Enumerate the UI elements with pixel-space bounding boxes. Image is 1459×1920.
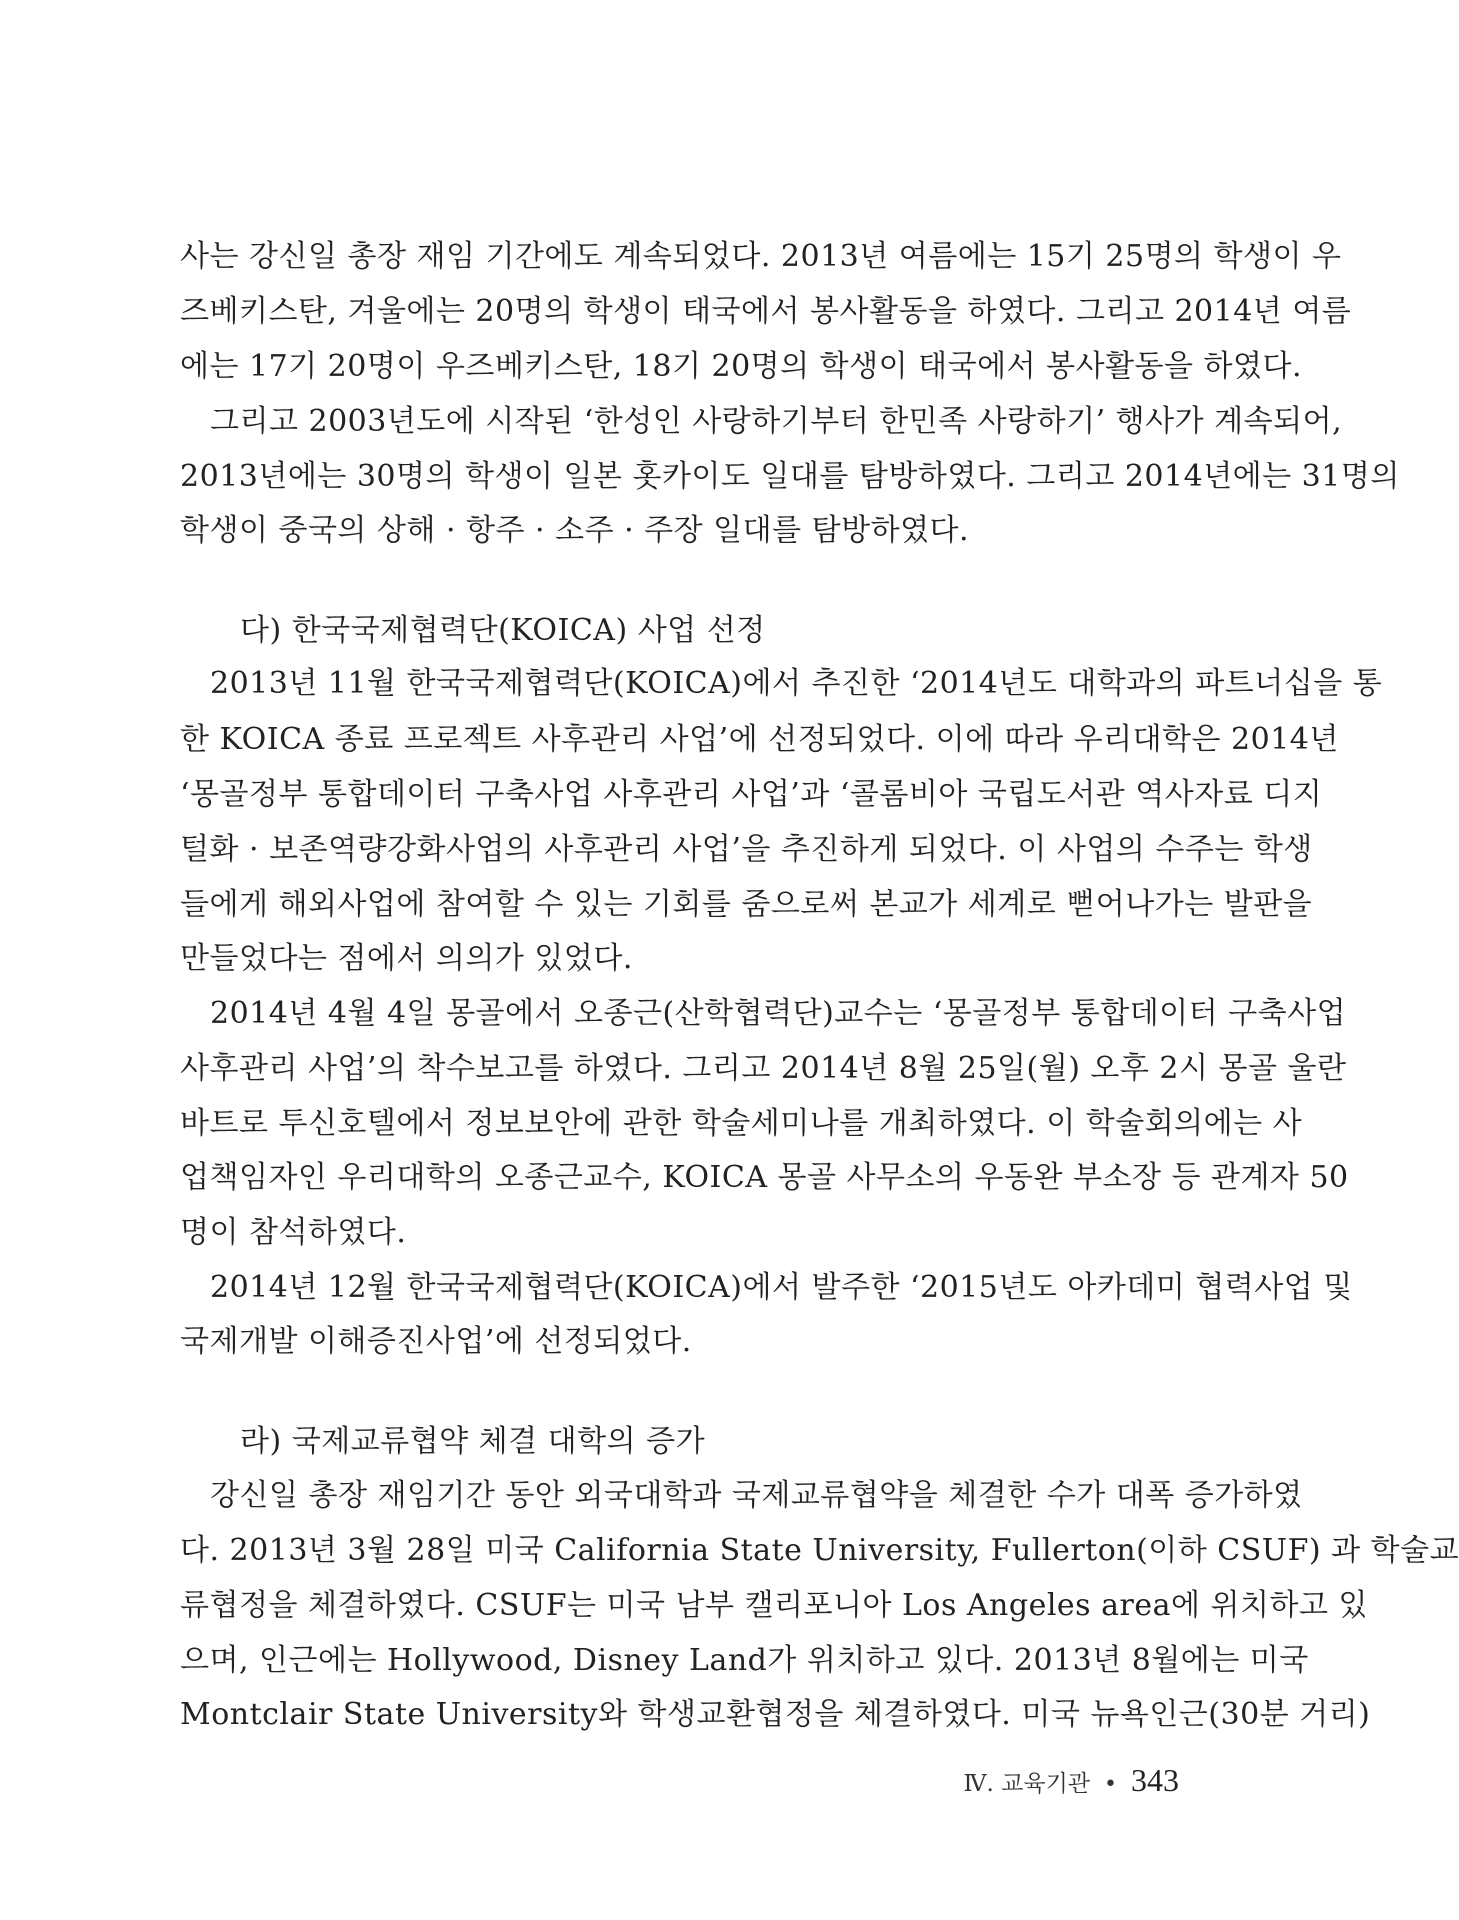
body-line: 2013년에는 30명의 학생이 일본 홋카이도 일대를 탐방하였다. 그리고 2014년에는 31명의 [180,459,1400,494]
body-line: 사후관리 사업’의 착수보고를 하였다. 그리고 2014년 8월 25일(월) 오후 2시 몽골 울란 [180,1051,1347,1086]
body-line: 업책임자인 우리대학의 오종근교수, KOICA 몽골 사무소의 우동완 부소장 등 관계자 50 [180,1160,1349,1195]
body-line: 명이 참석하였다. [180,1215,407,1250]
body-line: 국제개발 이해증진사업’에 선정되었다. [180,1324,692,1359]
footer-section-title: Ⅳ. 교육기관 [963,1771,1091,1797]
body-line: 2014년 4월 4일 몽골에서 오종근(산학협력단)교수는 ‘몽골정부 통합데이터 구축사업 [210,996,1347,1031]
body-line: 으며, 인근에는 Hollywood, Disney Land가 위치하고 있다. 2013년 8월에는 미국 [180,1643,1309,1678]
body-line: 한 KOICA 종료 프로젝트 사후관리 사업’에 선정되었다. 이에 따라 우리대학은 2014년 [180,722,1339,757]
body-line: 만들었다는 점에서 의의가 있었다. [180,941,633,976]
footer-bullet-icon: • [1104,1772,1117,1797]
body-line: 들에게 해외사업에 참여할 수 있는 기회를 줌으로써 본교가 세계로 뻗어나가는 발판을 [180,887,1313,922]
body-line: 2013년 11월 한국국제협력단(KOICA)에서 추진한 ‘2014년도 대학과의 파트너십을 통 [210,666,1383,701]
body-line: 다. 2013년 3월 28일 미국 California State University, Fullerton(이하 CSUF) 과 학술교 [180,1533,1459,1568]
body-line: 즈베키스탄, 겨울에는 20명의 학생이 태국에서 봉사활동을 하였다. 그리고 2014년 여름 [180,294,1352,329]
body-line: 그리고 2003년도에 시작된 ‘한성인 사랑하기부터 한민족 사랑하기’ 행사가 계속되어, [210,404,1343,439]
body-line: 강신일 총장 재임기간 동안 외국대학과 국제교류협약을 체결한 수가 대폭 증가하였 [210,1478,1303,1513]
body-line: 바트로 투신호텔에서 정보보안에 관한 학술세미나를 개최하였다. 이 학술회의에는 사 [180,1106,1303,1141]
body-line: 2014년 12월 한국국제협력단(KOICA)에서 발주한 ‘2015년도 아카데미 협력사업 및 [210,1270,1353,1305]
section-heading-exchange: 라) 국제교류협약 체결 대학의 증가 [240,1424,706,1459]
body-line: Montclair State University와 학생교환협정을 체결하였다. 미국 뉴욕인근(30분 거리) [180,1697,1371,1732]
body-line: 에는 17기 20명이 우즈베키스탄, 18기 20명의 학생이 태국에서 봉사활동을 하였다. [180,349,1303,384]
body-line: 류협정을 체결하였다. CSUF는 미국 남부 캘리포니아 Los Angeles area에 위치하고 있 [180,1588,1368,1623]
body-line: 사는 강신일 총장 재임 기간에도 계속되었다. 2013년 여름에는 15기 25명의 학생이 우 [180,239,1342,274]
section-heading-koica: 다) 한국국제협력단(KOICA) 사업 선정 [240,613,766,648]
body-line: 학생이 중국의 상해 · 항주 · 소주 · 주장 일대를 탐방하였다. [180,513,970,548]
body-line: ‘몽골정부 통합데이터 구축사업 사후관리 사업’과 ‘콜롬비아 국립도서관 역사자료 디지 [180,777,1323,812]
page-number: 343 [1131,1762,1179,1798]
page-footer [964,1762,1179,1799]
body-line: 털화 · 보존역량강화사업의 사후관리 사업’을 추진하게 되었다. 이 사업의 수주는 학생 [180,832,1313,867]
